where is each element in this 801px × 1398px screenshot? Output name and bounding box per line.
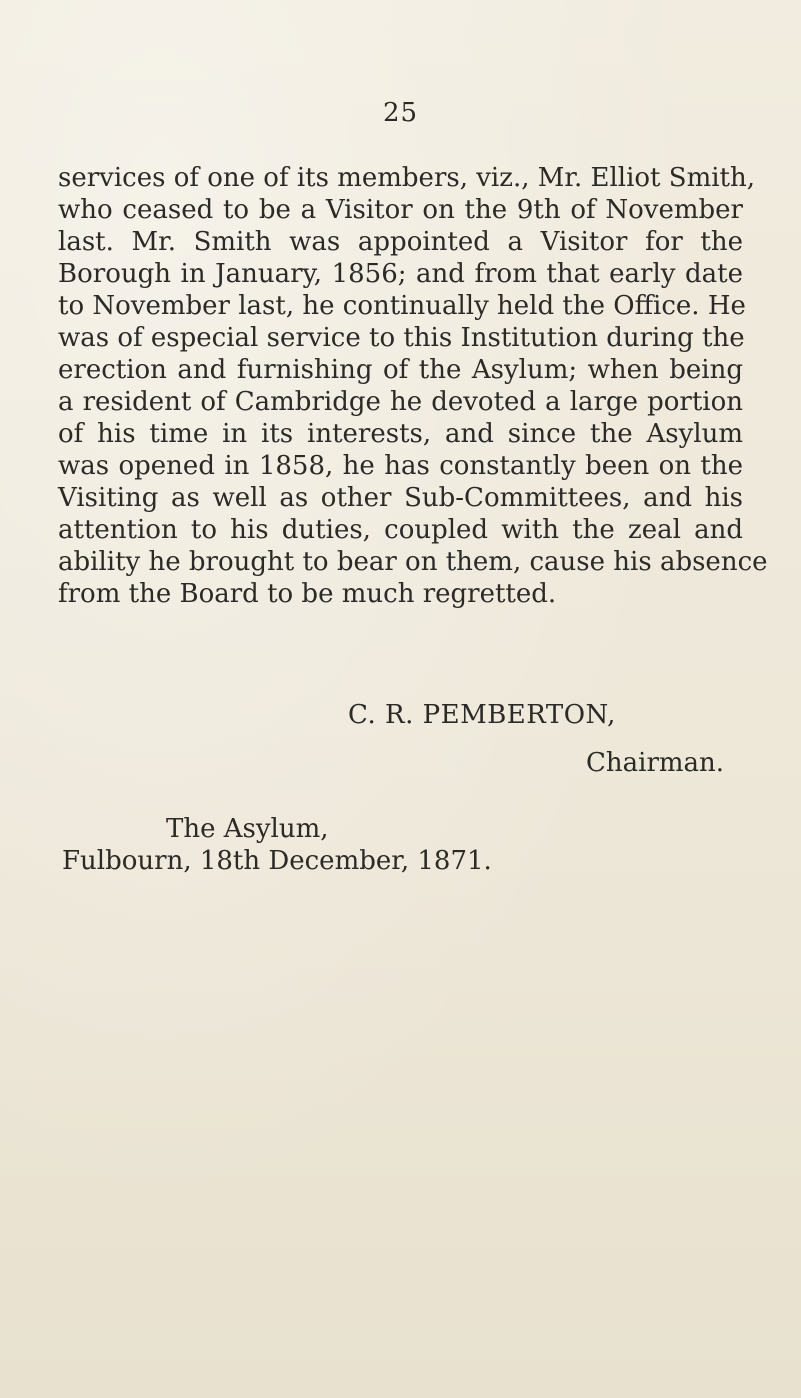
paragraph-line: erection and furnishing of the Asylum; when being xyxy=(58,355,743,385)
signature-name: C. R. PEMBERTON, xyxy=(348,700,616,730)
paragraph-line: was of especial service to this Institution during the xyxy=(58,323,745,353)
paragraph-line: ability he brought to bear on them, cause his absence xyxy=(58,547,768,577)
paragraph-line: to November last, he continually held the Office. He xyxy=(58,291,746,321)
body-paragraph xyxy=(58,162,768,610)
paragraph-line: who ceased to be a Visitor on the 9th of November xyxy=(58,195,743,225)
paragraph-line: of his time in its interests, and since the Asylum xyxy=(58,419,743,449)
place-line-1: The Asylum, xyxy=(166,814,329,844)
paragraph-line: last. Mr. Smith was appointed a Visitor for the xyxy=(58,227,743,257)
paragraph-line: a resident of Cambridge he devoted a large portion xyxy=(58,387,743,417)
paragraph-line: was opened in 1858, he has constantly been on the xyxy=(58,451,743,481)
place-line-2: Fulbourn, 18th December, 1871. xyxy=(62,846,492,876)
page-number: 25 xyxy=(382,98,419,128)
paragraph-line: from the Board to be much regretted. xyxy=(58,579,557,609)
signature-title: Chairman. xyxy=(586,748,725,778)
paragraph-line: services of one of its members, viz., Mr. Elliot Smith, xyxy=(58,163,755,193)
paragraph-line: Visiting as well as other Sub-Committees, and his xyxy=(58,483,743,513)
paragraph-line: attention to his duties, coupled with the zeal and xyxy=(58,515,743,545)
paragraph-line: Borough in January, 1856; and from that early date xyxy=(58,259,743,289)
